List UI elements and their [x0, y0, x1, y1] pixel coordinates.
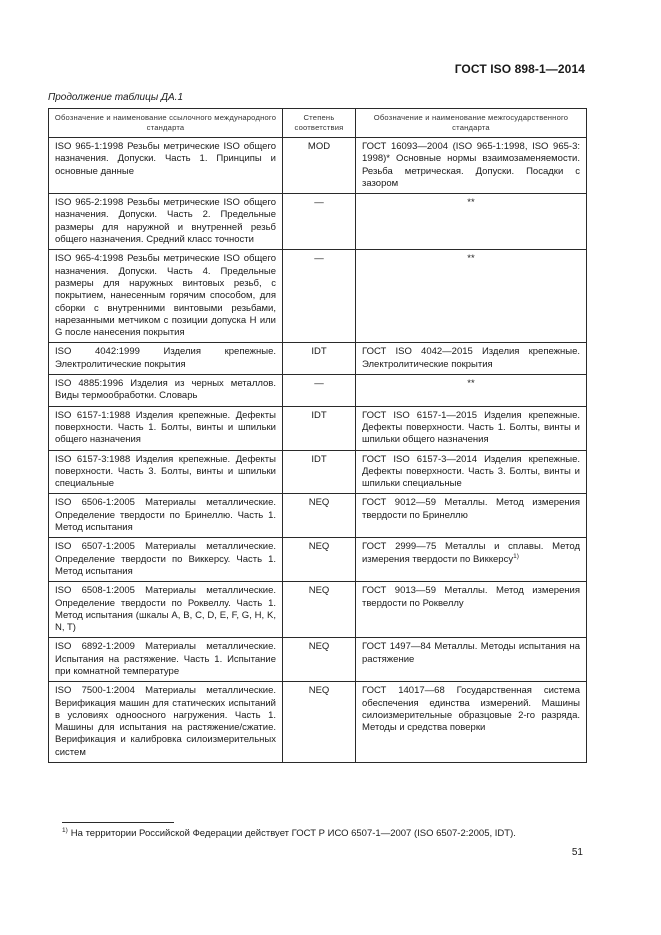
intl-standard-cell — [49, 138, 283, 194]
intl-standard-cell — [49, 538, 283, 582]
intl-standard-cell-text: ISO 6506-1:2005 Материалы металлические. Определение твердости по Бринеллю. Часть 1. Метод испытания — [55, 497, 276, 534]
intl-standard-cell-text: ISO 7500-1:2004 Материалы металлические. Верификация машин для статических испытаний в условиях одноосного нагружения. Часть 1. Машины для испытания на растяжение/сжатие. Верификация и калибровка силоизмерительных систем — [55, 685, 276, 758]
intl-standard-cell — [49, 582, 283, 638]
national-standard-cell-text: ГОСТ 9012—59 Металлы. Метод измерения твердости по Бринеллю — [362, 497, 580, 521]
national-standard-cell — [356, 450, 587, 494]
national-standard-cell — [356, 582, 587, 638]
table-row — [49, 250, 587, 343]
national-standard-cell — [356, 250, 587, 343]
national-standard-cell-text: ГОСТ 9013—59 Металлы. Метод измерения твердости по Роквеллу — [362, 585, 580, 609]
intl-standard-cell — [49, 343, 283, 375]
intl-standard-cell-text: ISO 4042:1999 Изделия крепежные. Электролитические покрытия — [55, 346, 276, 370]
table-row — [49, 406, 587, 450]
intl-standard-cell — [49, 406, 283, 450]
national-standard-cell-text: ** — [467, 253, 475, 265]
footnote — [62, 827, 516, 839]
national-standard-cell-text: ГОСТ ISO 4042—2015 Изделия крепежные. Электролитические покрытия — [362, 346, 580, 370]
degree-cell-text: MOD — [307, 141, 331, 152]
footnote-text: На территории Российской Федерации действует ГОСТ Р ИСО 6507-1—2007 (ISO 6507-2:2005, IDT). — [70, 828, 516, 839]
national-standard-cell — [356, 638, 587, 682]
national-standard-cell — [356, 343, 587, 375]
footnote-divider — [62, 822, 174, 823]
table-row — [49, 138, 587, 194]
degree-cell-text: IDT — [311, 409, 327, 421]
intl-standard-cell-text: ISO 6508-1:2005 Материалы металлические. Определение твердости по Роквеллу. Часть 1. Метод испытания (шкалы A, B, C, D, E, F, G, H, K, N, T) — [55, 585, 276, 634]
national-standard-cell-text: ГОСТ 1497—84 Металлы. Методы испытания на растяжение — [362, 641, 580, 665]
intl-standard-cell — [49, 450, 283, 494]
degree-cell — [283, 638, 356, 682]
column-header-intl: Обозначение и наименование ссылочного международного стандарта — [49, 109, 283, 138]
national-standard-cell — [356, 682, 587, 763]
degree-cell — [283, 343, 356, 375]
degree-cell-text: NEQ — [308, 641, 330, 653]
column-header-degree: Степень соответствия — [283, 109, 356, 138]
national-standard-cell — [356, 375, 587, 407]
national-standard-cell-text: ГОСТ 14017—68 Государственная система обеспечения единства измерений. Машины силоизмерительные образцовые 2-го разряда. Методы и средства поверки — [362, 685, 580, 734]
degree-cell-text: IDT — [311, 453, 327, 465]
intl-standard-cell-text: ISO 965-1:1998 Резьбы метрические ISO общего назначения. Допуски. Часть 1. Принципы и основные данные — [55, 141, 276, 177]
intl-standard-cell-text: ISO 6157-3:1988 Изделия крепежные. Дефекты поверхности. Часть 3. Болты, винты и шпильки специальные — [55, 453, 276, 490]
table-row — [49, 538, 587, 582]
degree-cell — [283, 138, 356, 194]
national-standard-cell-text: ГОСТ 2999—75 Металлы и сплавы. Метод измерения твердости по Виккерсу — [362, 541, 580, 565]
degree-cell — [283, 538, 356, 582]
intl-standard-cell — [49, 194, 283, 250]
intl-standard-cell-text: ISO 965-2:1998 Резьбы метрические ISO общего назначения. Допуски. Часть 2. Предельные размеры для наружной и внутренней резьб общего назначения. Средний класс точности — [55, 197, 276, 246]
degree-cell-text: — — [314, 253, 324, 265]
degree-cell-text: NEQ — [308, 685, 330, 697]
national-standard-cell — [356, 194, 587, 250]
national-standard-cell-text: ** — [467, 378, 475, 390]
intl-standard-cell-text: ISO 6157-1:1988 Изделия крепежные. Дефекты поверхности. Часть 1. Болты, винты и шпильки общего назначения — [55, 409, 276, 446]
page-number: 51 — [571, 847, 583, 858]
table-row — [49, 582, 587, 638]
degree-cell-text: IDT — [311, 346, 327, 358]
degree-cell-text: NEQ — [308, 541, 330, 553]
document-header: ГОСТ ISO 898-1—2014 — [454, 62, 585, 76]
degree-cell-text: — — [314, 378, 324, 390]
degree-cell — [283, 582, 356, 638]
degree-cell-text: — — [314, 197, 324, 209]
standards-table — [48, 108, 587, 763]
table-row — [49, 450, 587, 494]
table-header-row — [49, 109, 587, 138]
national-standard-cell — [356, 138, 587, 194]
column-header-national: Обозначение и наименование межгосударственного стандарта — [356, 109, 587, 138]
table-row — [49, 638, 587, 682]
degree-cell-text: NEQ — [308, 497, 330, 509]
degree-cell-text: NEQ — [308, 585, 330, 597]
intl-standard-cell-text: ISO 4885:1996 Изделия из черных металлов. Виды термообработки. Словарь — [55, 378, 276, 402]
table-row — [49, 375, 587, 407]
national-standard-cell — [356, 406, 587, 450]
footnote-reference: 1) — [513, 552, 519, 560]
degree-cell — [283, 194, 356, 250]
intl-standard-cell — [49, 494, 283, 538]
degree-cell — [283, 375, 356, 407]
intl-standard-cell — [49, 682, 283, 763]
national-standard-cell-text: ** — [467, 197, 475, 209]
table-row — [49, 343, 587, 375]
national-standard-cell-text: ГОСТ ISO 6157-1—2015 Изделия крепежные. Дефекты поверхности. Часть 1. Болты, винты и шпильки общего назначения — [362, 409, 580, 446]
intl-standard-cell-text: ISO 965-4:1998 Резьбы метрические ISO общего назначения. Допуски. Часть 4. Предельные размеры для наружных винтовых резьб, с покрытием, нанесенным горячим способом, для сборки с внутренними винтовыми резьбами, нарезанными метчиком с позиции допуска H или G после нанесения покрытия — [55, 253, 276, 339]
table-row — [49, 682, 587, 763]
degree-cell — [283, 406, 356, 450]
intl-standard-cell — [49, 375, 283, 407]
national-standard-cell — [356, 538, 587, 582]
intl-standard-cell-text: ISO 6507-1:2005 Материалы металлические. Определение твердости по Виккерсу. Часть 1. Метод испытания — [55, 541, 276, 577]
degree-cell — [283, 682, 356, 763]
national-standard-cell — [356, 494, 587, 538]
table-row — [49, 194, 587, 250]
degree-cell — [283, 450, 356, 494]
national-standard-cell-text: ГОСТ ISO 6157-3—2014 Изделия крепежные. Дефекты поверхности. Часть 3. Болты, винты и шпильки специальные — [362, 453, 580, 490]
degree-cell — [283, 250, 356, 343]
intl-standard-cell-text: ISO 6892-1:2009 Материалы металлические. Испытания на растяжение. Часть 1. Испытание при комнатной температуре — [55, 641, 276, 677]
national-standard-cell-text: ГОСТ 16093—2004 (ISO 965-1:1998, ISO 965-3: 1998)* Основные нормы взаимозаменяемости. Резьба метрическая. Допуски. Посадки с зазором — [362, 141, 580, 189]
intl-standard-cell — [49, 250, 283, 343]
table-caption: Продолжение таблицы ДА.1 — [48, 92, 184, 103]
table-row — [49, 494, 587, 538]
degree-cell — [283, 494, 356, 538]
intl-standard-cell — [49, 638, 283, 682]
footnote-marker: 1) — [62, 827, 68, 834]
